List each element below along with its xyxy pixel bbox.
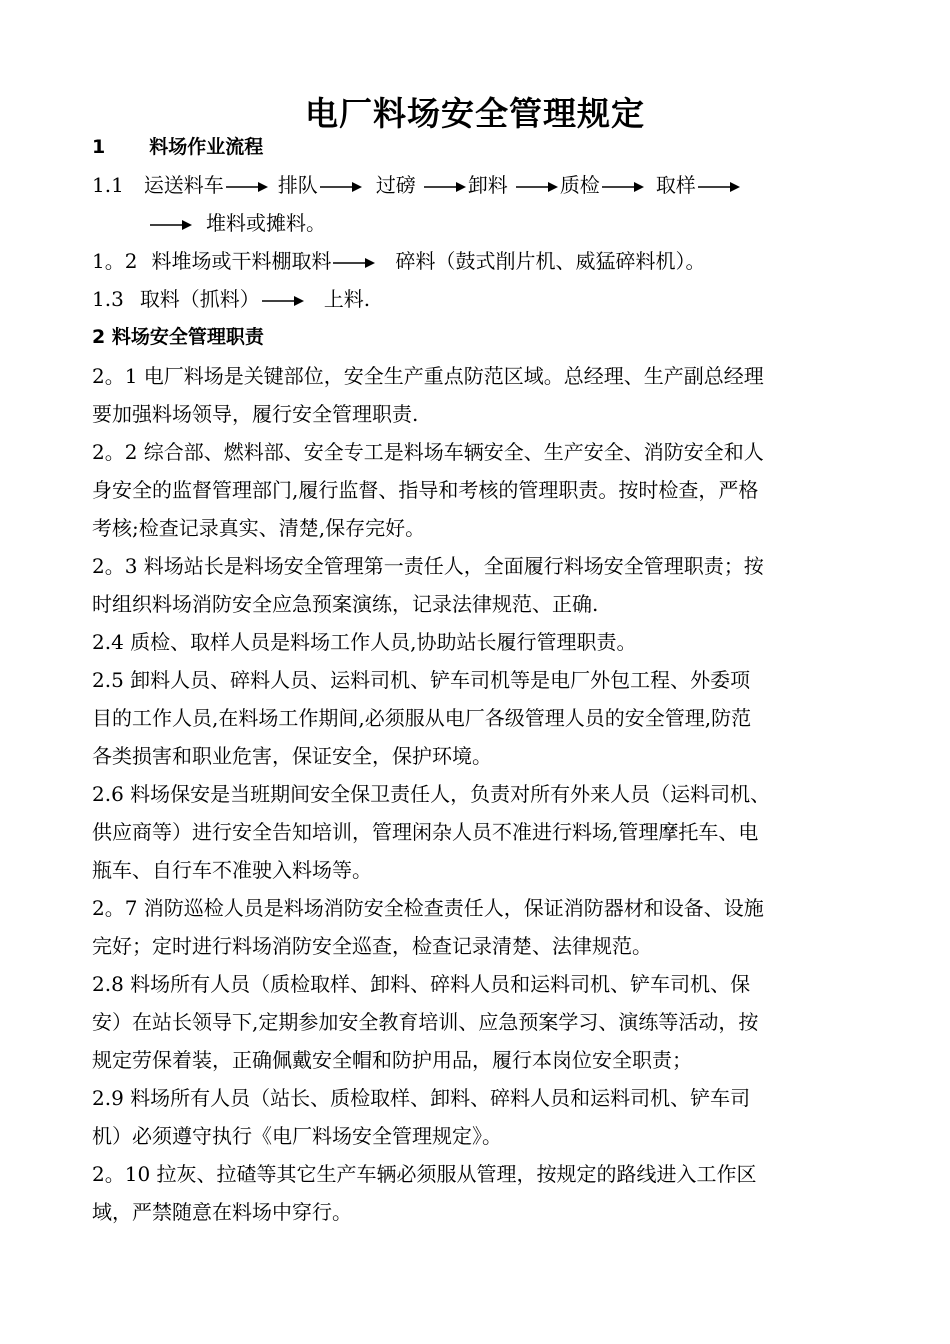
right-arrow-icon — [516, 180, 558, 194]
body-line: 2.9 料场所有人员（站长、质检取样、卸料、碎料人员和运料司机、铲车司 — [92, 1086, 751, 1110]
body-line: 2.6 料场保安是当班期间安全保卫责任人，负责对所有外来人员（运料司机、 — [92, 782, 771, 806]
section-1-heading — [92, 128, 263, 166]
flow-step: 上料. — [323, 287, 371, 311]
body-line: 域，严禁随意在料场中穿行。 — [92, 1200, 352, 1224]
body-line: 目的工作人员,在料场工作期间,必须服从电厂各级管理人员的安全管理,防范 — [92, 706, 752, 730]
body-line: 规定劳保着装，正确佩戴安全帽和防护用品，履行本岗位安全职责； — [92, 1048, 692, 1072]
body-line: 考核;检查记录真实、清楚,保存完好。 — [92, 516, 426, 540]
flow-line-1-2 — [92, 242, 705, 280]
flow-step: 堆料或摊料。 — [206, 211, 326, 235]
flow-step: 卸料 — [467, 173, 508, 197]
body-line: 2.5 卸料人员、碎料人员、运料司机、铲车司机等是电厂外包工程、外委项 — [92, 668, 751, 692]
body-line: 2.4 质检、取样人员是料场工作人员,协助站长履行管理职责。 — [92, 630, 637, 654]
flow-step: 运送料车 — [143, 173, 224, 197]
body-line: 2。1 电厂料场是关键部位，安全生产重点防范区域。总经理、生产副总经理 — [92, 364, 764, 388]
body-line: 机）必须遵守执行《电厂料场安全管理规定》。 — [92, 1124, 502, 1148]
flow-line-1-1-cont — [148, 204, 326, 242]
flow-step: 碎料（鼓式削片机、威猛碎料机）。 — [395, 249, 706, 273]
body-line: 身安全的监督管理部门,履行监督、指导和考核的管理职责。按时检查，严格 — [92, 478, 759, 502]
body-line: 2。7 消防巡检人员是料场消防安全检查责任人，保证消防器材和设备、设施 — [92, 896, 764, 920]
flow-step: 取样 — [655, 173, 696, 197]
body-line: 要加强料场领导，履行安全管理职责. — [92, 402, 419, 426]
body-line: 时组织料场消防安全应急预案演练，记录法律规范、正确. — [92, 592, 599, 616]
body-line: 2.8 料场所有人员（质检取样、卸料、碎料人员和运料司机、铲车司机、保 — [92, 972, 751, 996]
body-line: 瓶车、自行车不准驶入料场等。 — [92, 858, 372, 882]
flow-step: 质检 — [559, 173, 600, 197]
item-number: 1.1 — [92, 173, 124, 197]
item-number: 1.3 — [92, 287, 124, 311]
item-number: 1。2 — [92, 249, 138, 273]
right-arrow-icon — [320, 180, 362, 194]
body-line: 完好；定时进行料场消防安全巡查，检查记录清楚、法律规范。 — [92, 934, 652, 958]
body-line: 2。10 拉灰、拉碴等其它生产车辆必须服从管理，按规定的路线进入工作区 — [92, 1162, 757, 1186]
body-line: 供应商等）进行安全告知培训，管理闲杂人员不准进行料场,管理摩托车、电 — [92, 820, 759, 844]
section-1-title: 料场作业流程 — [149, 136, 264, 158]
right-arrow-icon — [150, 218, 192, 232]
flow-step: 过磅 — [375, 173, 416, 197]
right-arrow-icon — [226, 180, 268, 194]
right-arrow-icon — [698, 180, 740, 194]
right-arrow-icon — [333, 256, 375, 270]
right-arrow-icon — [602, 180, 644, 194]
body-line: 安）在站长领导下,定期参加安全教育培训、应急预案学习、演练等活动，按 — [92, 1010, 759, 1034]
flow-step: 排队 — [277, 173, 318, 197]
right-arrow-icon — [424, 180, 466, 194]
body-line: 各类损害和职业危害，保证安全，保护环境。 — [92, 744, 492, 768]
flow-line-1-3 — [92, 280, 370, 318]
body-line: 2。3 料场站长是料场安全管理第一责任人，全面履行料场安全管理职责；按 — [92, 554, 764, 578]
body-line: 2。2 综合部、燃料部、安全专工是料场车辆安全、生产安全、消防安全和人 — [92, 440, 764, 464]
flow-line-1-1 — [92, 166, 742, 204]
section-1-number: 1 — [92, 136, 106, 158]
section-2-heading: 2 料场安全管理职责 — [92, 326, 264, 348]
flow-step: 取料（抓料） — [139, 287, 260, 311]
document-title: 电厂料场安全管理规定 — [305, 94, 645, 133]
right-arrow-icon — [262, 294, 304, 308]
flow-step: 料堆场或干料棚取料 — [151, 249, 332, 273]
